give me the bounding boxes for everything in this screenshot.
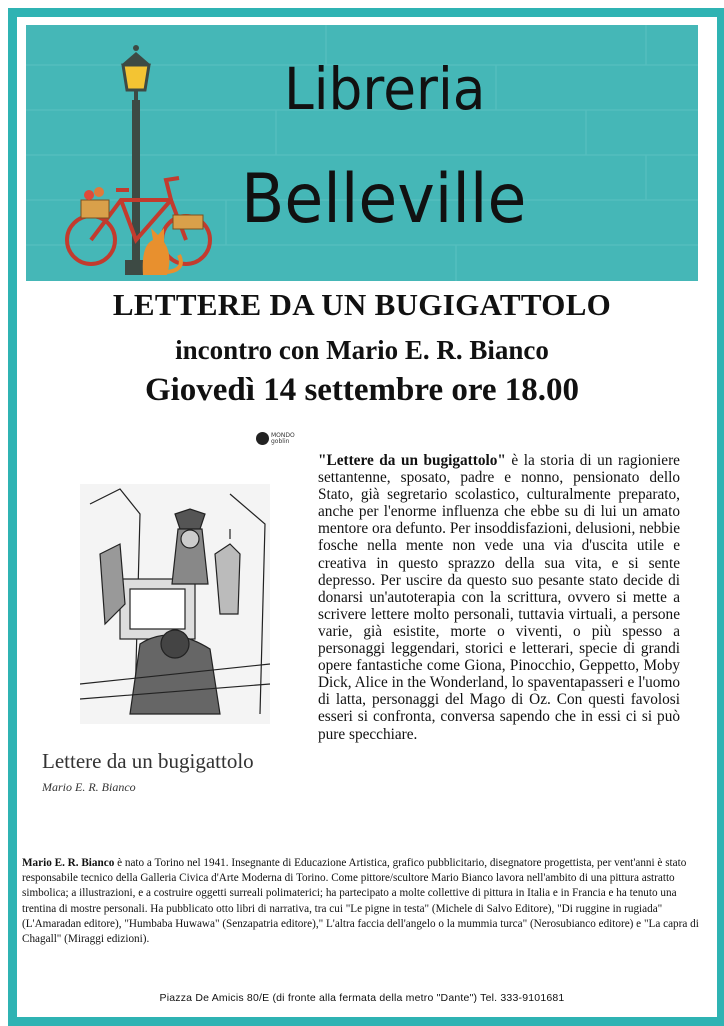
- author-bio: [22, 856, 702, 947]
- bio-text: è nato a Torino nel 1941. Insegnante di Educazione Artistica, grafico pubblicitario, disegnatore progettista, per vent'anni è stato responsabile tecnico della Galleria Civica d'Arte Moderna di Torino. Come pittore/scultore Mario Bianco lavora nell'ambito di una pittura astratto simbolica; a illustrazioni, e a costruire oggetti surreali polimaterici; ha partecipato a molte collettive di pittura in Italia e in Francia e ha tenuto una trentina di mostre personali. Ha pubblicato otto libri di narrativa, tra cui "Le pigne in testa" (Michele di Salvo Editore), "Di ruggine in rugiada" (L'Amaradan editore), "Humbaba Huwawa" (Senzapatria editore)," L'altra faccia dell'angelo o la mummia turca" (Nerosubianco editore) e "La capra di Chagall" (Miraggi edizioni).: [22, 857, 699, 946]
- cover-sketch-illustration: [80, 484, 270, 724]
- event-datetime: Giovedì 14 settembre ore 18.00: [144, 372, 580, 408]
- event-subtitle: incontro con Mario E. R. Bianco: [175, 335, 549, 365]
- publisher-logo: [256, 432, 295, 445]
- logo-text-libreria: Libreria: [284, 55, 486, 123]
- logo-text-belleville: Belleville: [241, 160, 527, 239]
- description-body: è la storia di un ragioniere settantenne, sposato, padre e nonno, pensionato dello Stato, già segretario scolastico, culturalmente preparato, anche per l'enorme influenza che ebbe su di lui un amato mentore ora defunto. Per insoddisfazioni, delusioni, nebbie fosche nella mente non vede una via d'uscita utile e creativa in questo sprazzo della sua vita, e si sente depresso. Per uscire da questo suo pesante stato decide di donarsi un'autoterapia con la scrittura, ovvero si mette a scrivere lettere molto personali, tuttavia virtuali, a persone varie, già esistite, morte o viventi, o più spesso a personaggi leggendari, storici e letterari, specie di grandi opere fantastiche come Giona, Pinocchio, Geppetto, Moby Dick, Alice in the Wonderland, lo spaventapasseri e l'uomo di latta, personaggi del Mago di Oz. Con questi favolosi esseri si confronta, conversa sapendo che in essi ci si può pure specchiare.: [318, 452, 680, 743]
- bio-name: Mario E. R. Bianco: [22, 857, 115, 869]
- footer-address: Piazza De Amicis 80/E (di fronte alla fermata della metro "Dante") Tel. 333-9101681: [159, 992, 565, 1004]
- banner: [26, 25, 698, 281]
- cover-author: Mario E. R. Bianco: [42, 780, 136, 794]
- publisher-name: MONDO goblin: [271, 431, 295, 445]
- book-cover: [24, 424, 308, 824]
- book-description: [318, 452, 680, 743]
- lamppost-bicycle-cat-icon: [61, 30, 216, 280]
- event-title: LETTERE DA UN BUGIGATTOLO: [112, 287, 612, 322]
- publisher-mark-icon: [256, 432, 269, 445]
- cover-title: Lettere da un bugigattolo: [42, 749, 254, 773]
- description-lead: "Lettere da un bugigattolo": [318, 452, 506, 469]
